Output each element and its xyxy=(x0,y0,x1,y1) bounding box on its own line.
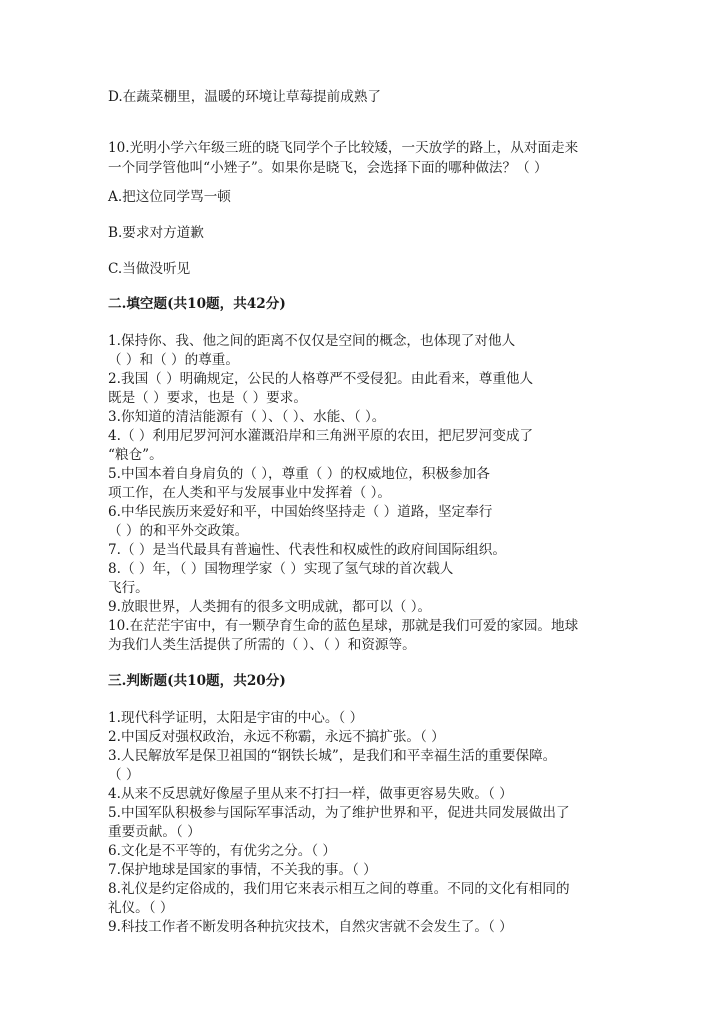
fill-line: 3.你知道的清洁能源有（ ）、（ ）、水能、（ ）。 xyxy=(108,409,386,425)
judge-line: 重要贡献。（ ） xyxy=(108,824,201,840)
question-10-line-2: 一个同学管他叫“小矬子”。如果你是晓飞，会选择下面的哪种做法？（ ） xyxy=(108,160,548,176)
section-2-heading: 二.填空题(共10题，共42分) xyxy=(108,296,286,312)
option-c: C.当做没听见 xyxy=(108,261,191,277)
judge-line: 4.从来不反思就好像屋子里从来不打扫一样，做事更容易失败。（ ） xyxy=(108,786,513,802)
section-3-heading: 三.判断题(共10题，共20分) xyxy=(108,673,286,689)
fill-line: 9.放眼世界，人类拥有的很多文明成就，都可以（ ）。 xyxy=(108,599,432,615)
judge-line: 1.现代科学证明，太阳是宇宙的中心。（ ） xyxy=(108,710,364,726)
judge-line: 礼仪。（ ） xyxy=(108,900,174,916)
fill-line: 7.（ ）是当代最具有普遍性、代表性和权威性的政府间国际组织。 xyxy=(108,542,506,558)
judge-line: 6.文化是不平等的，有优劣之分。（ ） xyxy=(108,843,336,859)
question-10-line-1: 10.光明小学六年级三班的晓飞同学个子比较矮，一天放学的路上，从对面走来 xyxy=(108,140,579,156)
option-a: A.把这位同学骂一顿 xyxy=(108,189,231,205)
fill-line: 飞行。 xyxy=(108,580,149,596)
judge-line: 8.礼仪是约定俗成的，我们用它来表示相互之间的尊重。不同的文化有相同的 xyxy=(108,881,570,897)
fill-line: 5.中国本着自身肩负的（ ），尊重（ ）的权威地位，积极参加各 xyxy=(108,466,490,482)
fill-line: （ ）和（ ）的尊重。 xyxy=(108,352,239,368)
fill-line: 10.在茫茫宇宙中，有一颗孕育生命的蓝色星球，那就是我们可爱的家园。地球 xyxy=(108,618,579,634)
fill-line: 为我们人类生活提供了所需的（ ）、（ ）和资源等。 xyxy=(108,637,416,653)
judge-line: 5.中国军队积极参与国际军事活动，为了维护世界和平，促进共同发展做出了 xyxy=(108,805,570,821)
judge-line: （ ） xyxy=(108,767,140,783)
fill-line: 既是（ ）要求，也是（ ）要求。 xyxy=(108,390,307,406)
fill-line: 项工作，在人类和平与发展事业中发挥着（ ）。 xyxy=(108,485,391,501)
fill-line: “粮仓”。 xyxy=(108,447,163,463)
fill-line: 4.（ ）利用尼罗河河水灌溉沿岸和三角洲平原的农田，把尼罗河变成了 xyxy=(108,428,534,444)
fill-line: 6.中华民族历来爱好和平，中国始终坚持走（ ）道路，坚定奉行 xyxy=(108,504,493,520)
option-d: D.在蔬菜棚里，温暖的环境让草莓提前成熟了 xyxy=(108,89,382,105)
fill-line: 2.我国（ ）明确规定，公民的人格尊严不受侵犯。由此看来，尊重他人 xyxy=(108,371,534,387)
judge-line: 2.中国反对强权政治，永远不称霸，永远不搞扩张。（ ） xyxy=(108,729,445,745)
fill-line: 8.（ ）年，（ ）国物理学家（ ）实现了氢气球的首次载人 xyxy=(108,561,454,577)
judge-line: 9.科技工作者不断发明各种抗灾技术，自然灾害就不会发生了。（ ） xyxy=(108,919,513,935)
judge-line: 7.保护地球是国家的事情，不关我的事。（ ） xyxy=(108,862,377,878)
option-b: B.要求对方道歉 xyxy=(108,225,204,241)
fill-line: 1.保持你、我、他之间的距离不仅仅是空间的概念，也体现了对他人 xyxy=(108,333,516,349)
fill-line: （ ）的和平外交政策。 xyxy=(108,523,249,539)
judge-line: 3.人民解放军是保卫祖国的“钢铁长城”，是我们和平幸福生活的重要保障。 xyxy=(108,748,557,764)
